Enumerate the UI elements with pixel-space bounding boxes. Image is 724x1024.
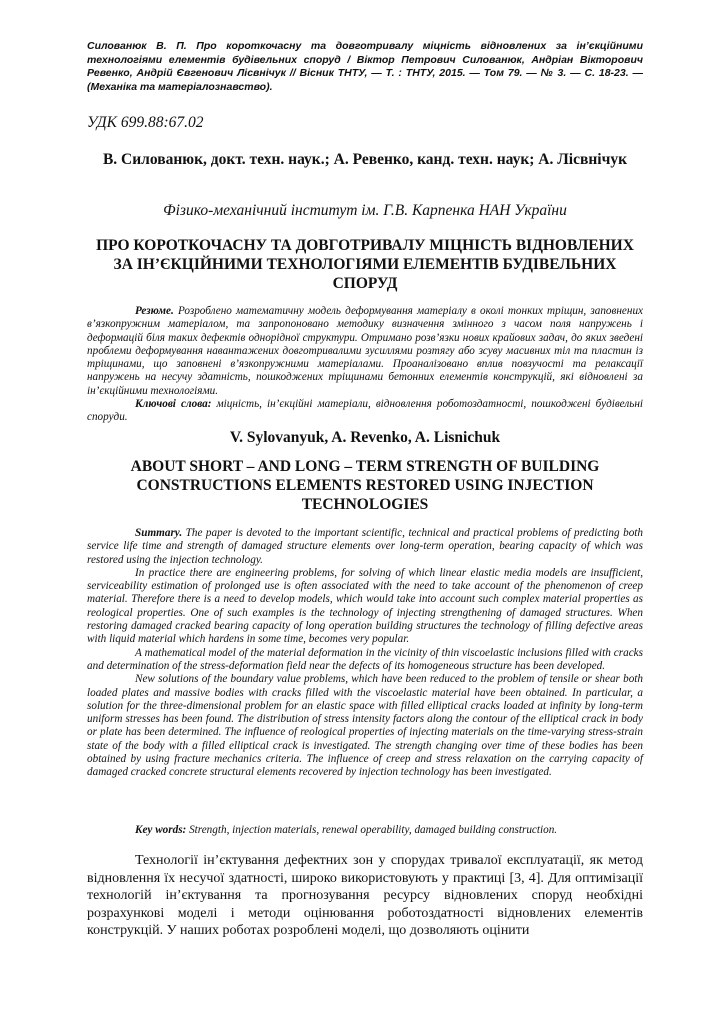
title-english: ABOUT SHORT – AND LONG – TERM STRENGTH OF BUILDING CONSTRUCTIONS ELEMENTS RESTORED USING INJECTION TECHNOLOGIES — [130, 458, 600, 513]
body-paragraph-text: Технології ін’єктування дефектних зон у спорудах тривалої експлуатації, як метод відновлення їх несучої здатності, широко використовують у практиці [3, 4]. Для оптимізації технологій ін’єктування та прогнозування ресурсу відновлених споруд необхідні розрахункові моделі і методи оцінювання роботоздатності відновлених елементів конструкцій. У наших роботах розроблені моделі, що дозволяють оцінити — [87, 853, 643, 939]
summary-en-paragraph-1: The paper is devoted to the important scientific, technical and practical problems of predicting both service life time and strength of damaged structure elements over long-term operation, bearing capacity of which was restored using the injection technology. — [87, 527, 643, 566]
keywords-ua-label: Ключові слова: — [135, 398, 212, 410]
authors-english: V. Sylovanyuk, A. Revenko, A. Lisnichuk — [229, 429, 501, 446]
body-paragraph — [87, 852, 643, 940]
summary-en-paragraph-2: In practice there are engineering problems, for solving of which linear elastic media models are insufficient, serviceability estimation of prolonged use is often associated with the need to take account of the phenomenon of creep material. Therefore there is a need to develop models, which would take into account such complex material properties as reological properties. One of such examples is the technology of injecting strengthening of damaged structures. When restoring damaged cracked bearing capacity of long operation building structures the technology of filling defective areas with liquid material which hardens in some time, becomes very popular. — [87, 566, 643, 646]
summary-en-label: Summary. — [135, 527, 183, 539]
summary-ukrainian — [87, 305, 643, 398]
keywords-en-text: Strength, injection materials, renewal operability, damaged building construction. — [189, 824, 558, 836]
summary-english — [87, 527, 643, 780]
summary-en-paragraph-4: New solutions of the boundary value problems, which have been reduced to the problem of tensile or shear both loaded plates and massive bodies with cracks filled with the viscoelastic material have been obtained. In particular, a solution for the three-dimensional problem for an elastic space with filled elliptical cracks loaded at infinity by long-term uniform stresses has been found. The distribution of stress intensity factors along the contour of the elliptical crack in body or plate has been determined. The influence of reological properties of injecting materials on the time-varying stress-strain state of the body with a filled elliptical crack is investigated. The strength changing over time of these bodies has been obtained by using fracture mechanics criteria. The influence of creep and stress relaxation on the carrying capacity of damaged cracked concrete structural elements recovered by injection technology has been investigated. — [87, 673, 643, 779]
keywords-ua-text: міцність, ін’єкційні матеріали, відновлення роботоздатності, пошкоджені будівельні споруди. — [87, 398, 644, 424]
title-ukrainian: ПРО КОРОТКОЧАСНУ ТА ДОВГОТРИВАЛУ МІЦНІСТЬ ВІДНОВЛЕНИХ ЗА ІН’ЄКЦІЙНИМИ ТЕХНОЛОГІЯМИ ЕЛЕМЕНТІВ БУДІВЕЛЬНИХ СПОРУД — [96, 237, 634, 292]
citation-block: Силованюк В. П. Про короткочасну та довготривалу міцність відновлених за ін’єкційними технологіями елементів будівельних споруд / Віктор Петрович Силованюк, Андріан Вікторович Ревенко, Андрій Євгенович Лісвнічук // Вісник ТНТУ, — Т. : ТНТУ, 2015. — Том 79. — № 3. — С. 18-23. — (Механіка та матеріалознавство). — [87, 40, 643, 93]
udc-code: УДК 699.88:67.02 — [87, 114, 204, 131]
authors-ukrainian: В. Силованюк, докт. техн. наук.; А. Ревенко, канд. техн. наук; А. Лісвнічук — [102, 151, 628, 168]
keywords-english — [87, 824, 643, 837]
summary-ua-text: Розроблено математичну модель деформування матеріалу в околі тонких тріщин, заповнених в’язкопружним матеріалом, та запропоновано методику визначення змінного з часом поля напружень і деформацій біля таких дефектів однорідної структури. Отримано розв’язки нових крайових задач, до яких зведені проблеми деформування навантажених довготривалими зусиллями розтягу або зсуву масивних тіл та пластин із тріщинами, що заповнені в’язкопружними матеріалами. Проаналізовано вплив повзучості та релаксації напружень на несучу здатність, пошкоджених тріщинами бетонних елементів конструкцій, які відновлені за ін’єкційними технологіями. — [87, 305, 644, 397]
institute-affiliation: Фізико-механічний інститут ім. Г.В. Карпенка НАН України — [163, 202, 567, 219]
keywords-en-label: Key words: — [135, 824, 187, 836]
summary-en-paragraph-3: A mathematical model of the material deformation in the vicinity of thin viscoelastic inclusions filled with cracks and determination of the stress-deformation field near the defects of its homogeneous structure has been developed. — [87, 646, 643, 672]
keywords-ukrainian — [87, 398, 643, 425]
summary-ua-label: Резюме. — [135, 305, 174, 317]
